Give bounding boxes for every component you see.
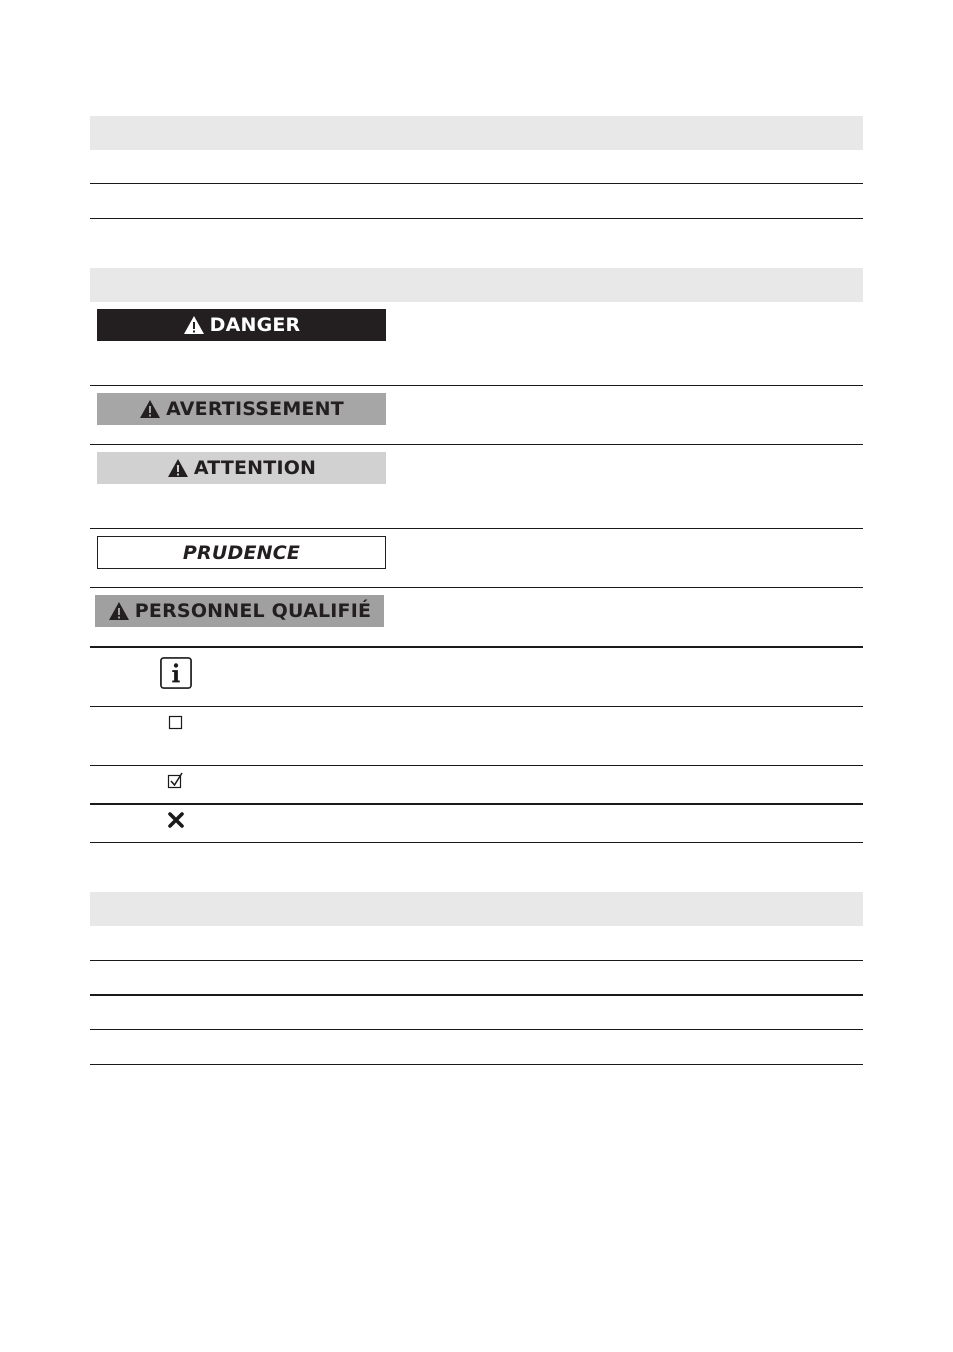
row-divider: [90, 842, 863, 843]
row-divider: [90, 994, 863, 996]
row-divider: [90, 1064, 863, 1065]
table-header-band: [90, 892, 863, 926]
table-header-band: [90, 268, 863, 302]
danger-signal-panel: [97, 309, 386, 341]
row-divider: [90, 587, 863, 588]
row-divider: [90, 960, 863, 961]
info-icon: [160, 656, 192, 690]
row-divider: [90, 528, 863, 529]
cross-icon: [160, 811, 192, 829]
avertissement-signal-panel: [97, 393, 386, 425]
row-divider: [90, 444, 863, 445]
table-header-band: [90, 116, 863, 150]
attention-signal-panel: [97, 452, 386, 484]
personnel-qualifie-label: PERSONNEL QUALIFIÉ: [134, 600, 372, 622]
warning-triangle-icon: [183, 315, 205, 335]
prudence-label: PRUDENCE: [182, 541, 301, 564]
row-divider: [90, 1029, 863, 1030]
avertissement-label: AVERTISSEMENT: [166, 398, 344, 420]
row-divider: [90, 765, 863, 766]
row-divider: [90, 646, 863, 648]
row-divider: [90, 218, 863, 219]
warning-triangle-icon: [167, 458, 189, 478]
checkbox-empty-icon: [160, 715, 192, 731]
row-divider: [90, 706, 863, 707]
row-divider: [90, 803, 863, 805]
row-divider: [90, 385, 863, 386]
checkbox-checked-icon: [160, 772, 192, 790]
warning-triangle-icon: [108, 601, 130, 621]
row-divider: [90, 183, 863, 184]
warning-triangle-icon: [139, 399, 161, 419]
prudence-signal-panel: [97, 536, 386, 569]
danger-label: DANGER: [209, 314, 301, 336]
attention-label: ATTENTION: [193, 457, 317, 479]
personnel-qualifie-signal-panel: [95, 595, 384, 627]
